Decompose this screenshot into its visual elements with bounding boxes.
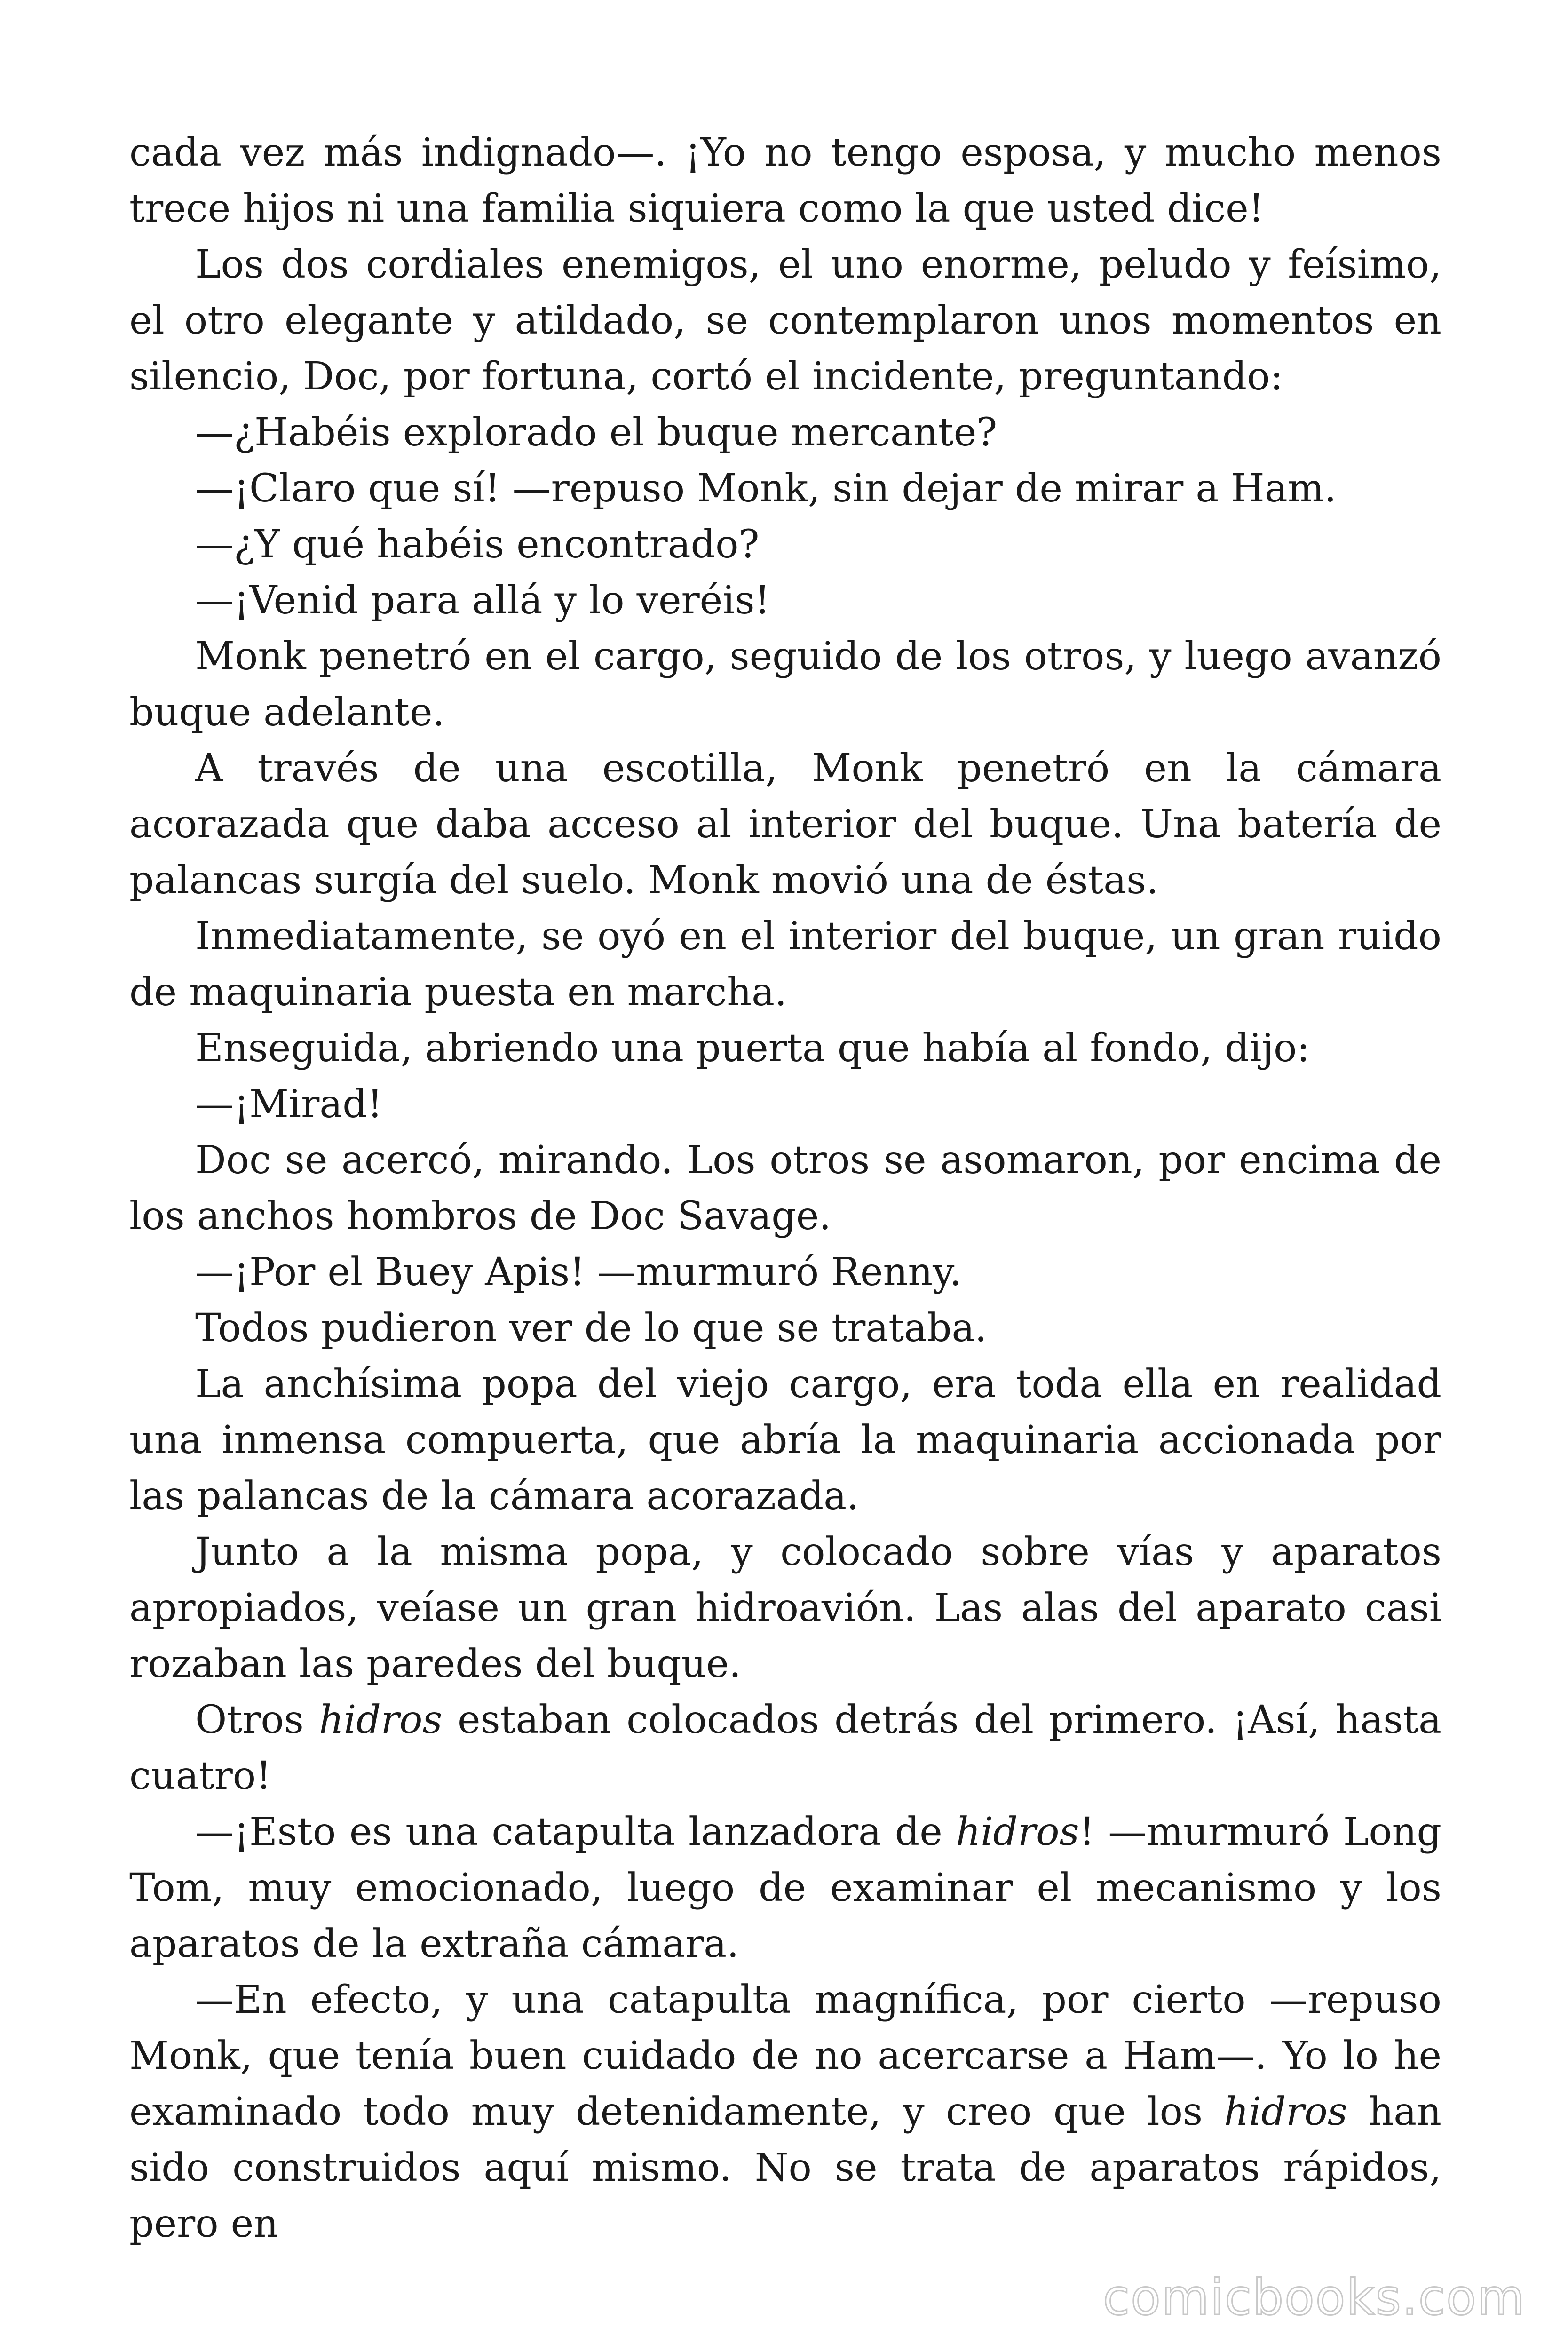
text-run: —¡Esto es una catapulta lanzadora de bbox=[195, 1810, 956, 1854]
italic-text: hidros bbox=[956, 1810, 1079, 1854]
paragraph bbox=[129, 572, 1441, 628]
paragraph bbox=[129, 1020, 1441, 1076]
paragraph bbox=[129, 628, 1441, 740]
paragraph bbox=[129, 1244, 1441, 1300]
text-run: Otros bbox=[195, 1698, 319, 1742]
paragraph bbox=[129, 1076, 1441, 1132]
text-run: Inmediatamente, se oyó en el interior del buque, un gran ruido de maquinaria puesta en marcha. bbox=[129, 914, 1441, 1015]
book-page-text bbox=[129, 125, 1441, 2252]
italic-text: hidros bbox=[1224, 2090, 1347, 2134]
text-run: —¿Habéis explorado el buque mercante? bbox=[195, 410, 998, 455]
text-run: Junto a la misma popa, y colocado sobre vías y aparatos apropiados, veíase un gran hidroavión. Las alas del aparato casi rozaban las paredes del buque. bbox=[129, 1530, 1441, 1686]
paragraph bbox=[129, 1692, 1441, 1804]
text-run: A través de una escotilla, Monk penetró en la cámara acorazada que daba acceso al interior del buque. Una batería de palancas surgía del suelo. Monk movió una de éstas. bbox=[129, 746, 1441, 903]
paragraph bbox=[129, 1524, 1441, 1692]
paragraph bbox=[129, 1972, 1441, 2252]
paragraph bbox=[129, 1356, 1441, 1524]
text-run: han sido construidos aquí mismo. No se trata de aparatos rápidos, pero en bbox=[129, 2090, 1441, 2246]
watermark-logo: comicbooks.com bbox=[1102, 2269, 1526, 2326]
text-run: Doc se acercó, mirando. Los otros se asomaron, por encima de los anchos hombros de Doc Savage. bbox=[129, 1138, 1441, 1239]
paragraph bbox=[129, 740, 1441, 908]
text-run: —En efecto, y una catapulta magnífica, por cierto —repuso Monk, que tenía buen cuidado de no acercarse a Ham—. Yo lo he examinado todo muy detenidamente, y creo que los bbox=[129, 1978, 1441, 2134]
text-run: —¡Mirad! bbox=[195, 1082, 383, 1127]
text-run: Los dos cordiales enemigos, el uno enorme, peludo y feísimo, el otro elegante y atildado, se contemplaron unos momentos en silencio, Doc, por fortuna, cortó el incidente, preguntando: bbox=[129, 242, 1441, 399]
paragraph bbox=[129, 516, 1441, 572]
paragraph bbox=[129, 1300, 1441, 1356]
paragraph bbox=[129, 237, 1441, 405]
text-run: —¡Venid para allá y lo veréis! bbox=[195, 578, 770, 623]
paragraph bbox=[129, 405, 1441, 461]
text-run: —¡Por el Buey Apis! —murmuró Renny. bbox=[195, 1250, 962, 1295]
text-run: cada vez más indignado—. ¡Yo no tengo esposa, y mucho menos trece hijos ni una familia siquiera como la que usted dice! bbox=[129, 130, 1441, 231]
paragraph bbox=[129, 908, 1441, 1020]
text-run: ! —murmuró Long Tom, muy emocionado, luego de examinar el mecanismo y los aparatos de la extraña cámara. bbox=[129, 1810, 1441, 1966]
text-run: Enseguida, abriendo una puerta que había al fondo, dijo: bbox=[195, 1026, 1310, 1071]
text-run: —¿Y qué habéis encontrado? bbox=[195, 522, 760, 567]
paragraph bbox=[129, 1804, 1441, 1972]
text-run: —¡Claro que sí! —repuso Monk, sin dejar de mirar a Ham. bbox=[195, 466, 1337, 511]
paragraph bbox=[129, 125, 1441, 237]
paragraph bbox=[129, 1132, 1441, 1244]
text-run: La anchísima popa del viejo cargo, era toda ella en realidad una inmensa compuerta, que abría la maquinaria accionada por las palancas de la cámara acorazada. bbox=[129, 1362, 1441, 1518]
italic-text: hidros bbox=[319, 1698, 443, 1742]
text-run: Todos pudieron ver de lo que se trataba. bbox=[195, 1306, 987, 1351]
text-run: Monk penetró en el cargo, seguido de los otros, y luego avanzó buque adelante. bbox=[129, 634, 1441, 735]
paragraph bbox=[129, 461, 1441, 516]
text-run: estaban colocados detrás del primero. ¡Así, hasta cuatro! bbox=[129, 1698, 1441, 1798]
